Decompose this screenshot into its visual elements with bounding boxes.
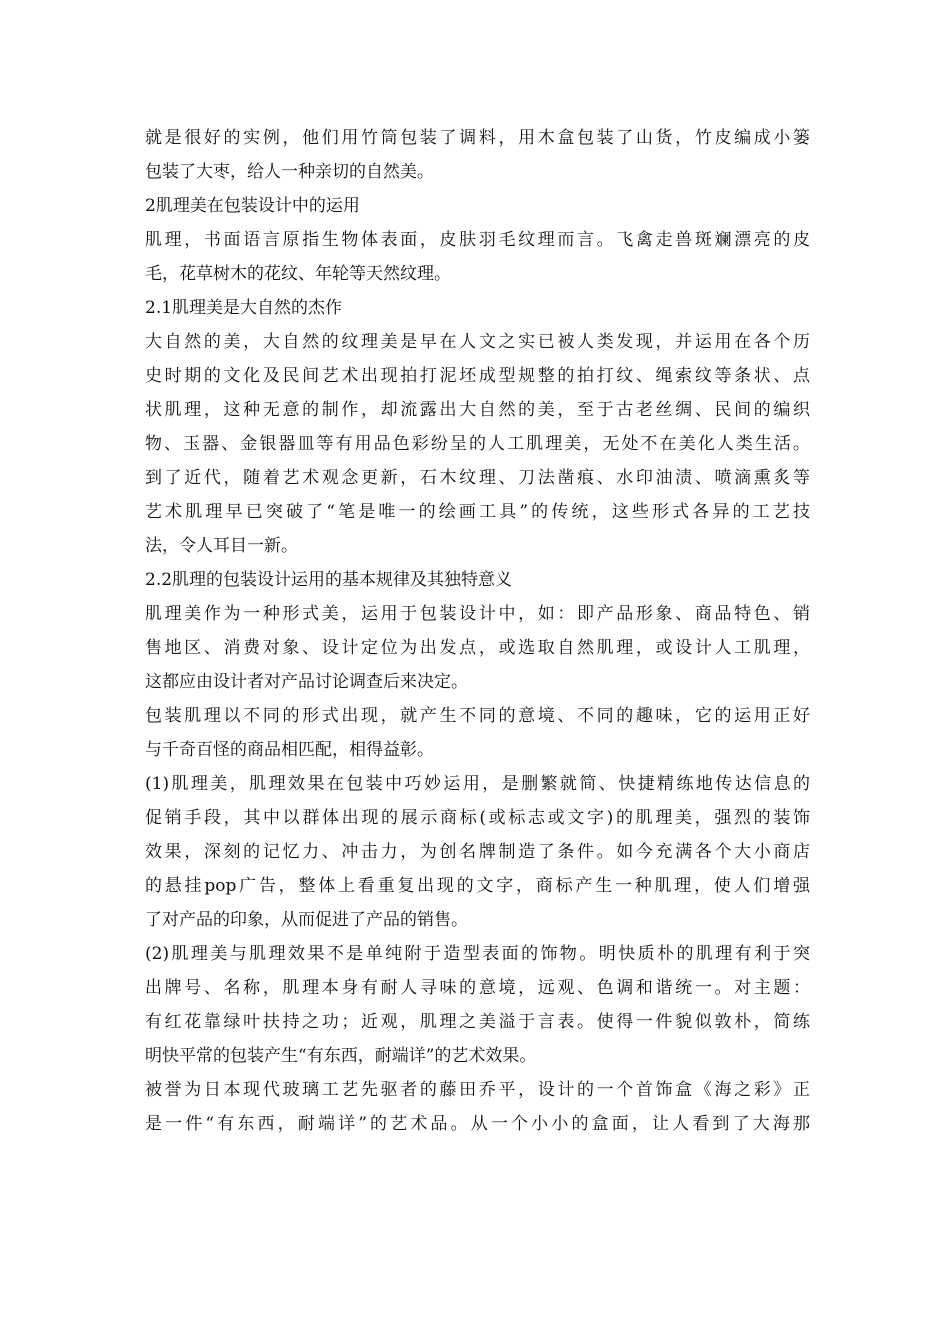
text-line: 与千奇百怪的商品相匹配，相得益彰。 bbox=[145, 740, 434, 760]
text-line: 包装肌理以不同的形式出现，就产生不同的意境、不同的趣味，它的运用正好 bbox=[145, 706, 810, 726]
text-line: 有红花靠绿叶扶持之功；近观，肌理之美溢于言表。使得一件貌似敦朴，简练 bbox=[145, 1012, 810, 1032]
text-line: 状肌理，这种无意的制作，却流露出大自然的美，至于古老丝绸、民间的编织 bbox=[145, 400, 810, 420]
document-body bbox=[145, 121, 810, 1141]
text-line: 出牌号、名称，肌理本身有耐人寻味的意境，远观、色调和谐统一。对主题： bbox=[145, 978, 810, 998]
text-line: 大自然的美，大自然的纹理美是早在人文之实已被人类发现，并运用在各个历 bbox=[145, 332, 810, 352]
text-line: 效果，深刻的记忆力、冲击力，为创名牌制造了条件。如今充满各个大小商店 bbox=[145, 842, 810, 862]
text-line: 被誉为日本现代玻璃工艺先驱者的藤田乔平，设计的一个首饰盒《海之彩》正 bbox=[145, 1080, 810, 1100]
subsection-heading: 2.1肌理美是大自然的杰作 bbox=[145, 298, 343, 318]
text-line: 到了近代，随着艺术观念更新，石木纹理、刀法凿痕、水印油渍、喷滴熏炙等 bbox=[145, 468, 810, 488]
text-line: 促销手段，其中以群体出现的展示商标(或标志或文字)的肌理美，强烈的装饰 bbox=[145, 808, 810, 828]
text-line: 史时期的文化及民间艺术出现拍打泥坯成型规整的拍打纹、绳索纹等条状、点 bbox=[145, 366, 810, 386]
text-line: (2)肌理美与肌理效果不是单纯附于造型表面的饰物。明快质朴的肌理有利于突 bbox=[145, 944, 810, 964]
text-line: 包装了大枣，给人一种亲切的自然美。 bbox=[145, 162, 434, 182]
text-line: 法，令人耳目一新。 bbox=[145, 536, 298, 556]
text-line: 是一件“有东西，耐端详”的艺术品。从一个小小的盒面，让人看到了大海那 bbox=[145, 1114, 810, 1134]
text-line: 毛，花草树木的花纹、年轮等天然纹理。 bbox=[145, 264, 451, 284]
text-line: 了对产品的印象，从而促进了产品的销售。 bbox=[145, 910, 468, 930]
text-line: 艺术肌理早已突破了“笔是唯一的绘画工具”的传统，这些形式各异的工艺技 bbox=[145, 502, 810, 522]
section-heading: 2肌理美在包装设计中的运用 bbox=[145, 196, 360, 216]
text-line: 明快平常的包装产生“有东西，耐端详”的艺术效果。 bbox=[145, 1046, 537, 1066]
subsection-heading: 2.2肌理的包装设计运用的基本规律及其独特意义 bbox=[145, 570, 513, 590]
text-line: 肌理美作为一种形式美，运用于包装设计中，如：即产品形象、商品特色、销 bbox=[145, 604, 810, 624]
text-line: (1)肌理美，肌理效果在包装中巧妙运用，是删繁就简、快捷精练地传达信息的 bbox=[145, 774, 810, 794]
text-line: 物、玉器、金银器皿等有用品色彩纷呈的人工肌理美，无处不在美化人类生活。 bbox=[145, 434, 810, 454]
text-line: 就是很好的实例，他们用竹筒包装了调料，用木盒包装了山货，竹皮编成小篓 bbox=[145, 128, 810, 148]
text-line: 的悬挂pop广告，整体上看重复出现的文字，商标产生一种肌理，使人们增强 bbox=[145, 876, 810, 896]
text-line: 这都应由设计者对产品讨论调查后来决定。 bbox=[145, 672, 468, 692]
text-line: 售地区、消费对象、设计定位为出发点，或选取自然肌理，或设计人工肌理， bbox=[145, 638, 810, 658]
text-line: 肌理，书面语言原指生物体表面，皮肤羽毛纹理而言。飞禽走兽斑斓漂亮的皮 bbox=[145, 230, 810, 250]
